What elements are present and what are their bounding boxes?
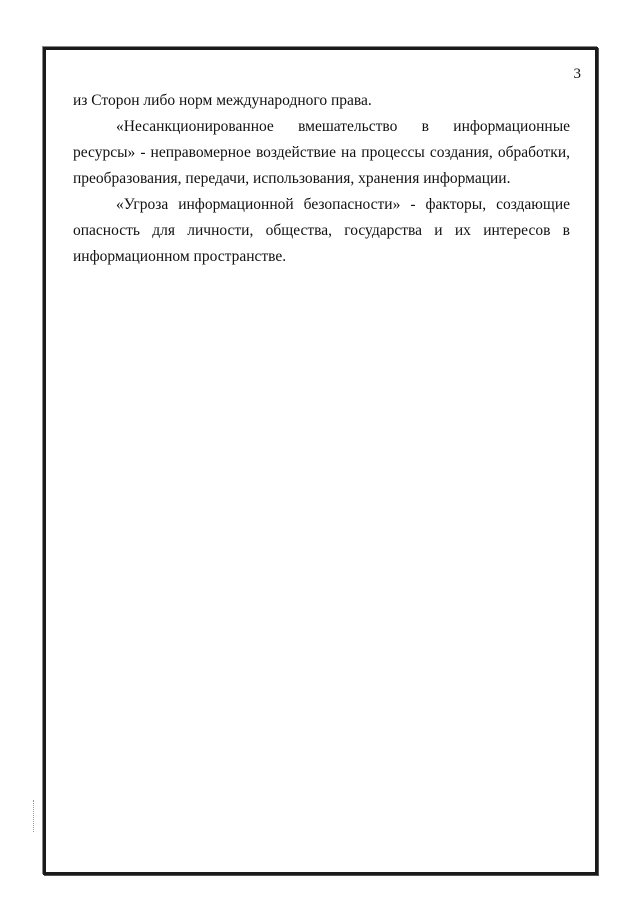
scan-mark [33, 800, 35, 832]
paragraph-unauthorized-interference: «Несанкционированное вмешательство в информационные ресурсы» - неправомерное воздействие на процессы создания, обработки, преобразования, передачи, использования, хранения информации. [73, 118, 570, 187]
page-number: 3 [573, 66, 581, 82]
paragraph-security-threat: «Угроза информационной безопасности» - факторы, создающие опасность для личности, общества, государства и их интересов в информационном пространстве. [73, 196, 570, 265]
page-border-frame [43, 47, 598, 875]
document-body [73, 88, 570, 270]
paragraph-continuation: из Сторон либо норм международного права. [73, 92, 372, 109]
